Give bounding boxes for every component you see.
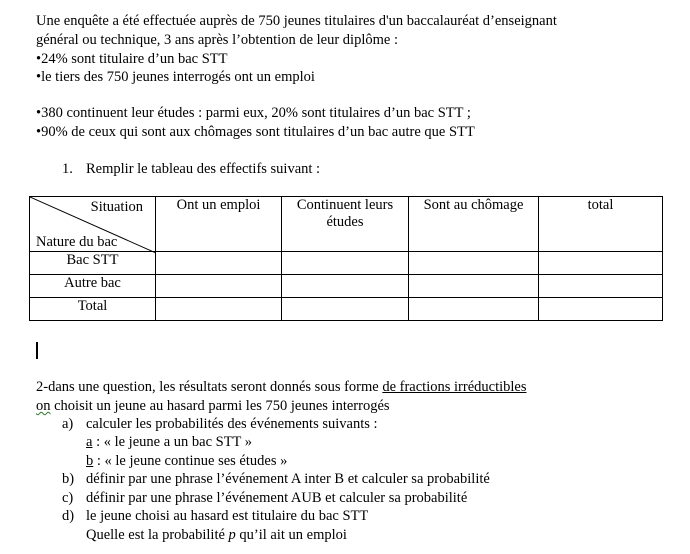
event-a [86,433,252,451]
event-b [86,452,287,470]
cell-stt-etudes[interactable] [282,252,409,275]
table-row-bac-stt [30,252,663,275]
sub-question-a [62,415,378,433]
sub-d-text: le jeune choisi au hasard est titulaire du bac STT [86,508,369,524]
sub-c-text: définir par une phrase l’événement AUB et calculer sa probabilité [86,490,468,506]
cell-stt-emploi[interactable] [156,252,282,275]
event-a-letter: a [86,434,93,450]
sub-d-number: d) [62,508,75,524]
question-2-line-2-rest: choisit un jeune au hasard parmi les 750 jeunes interrogés [50,398,390,414]
sub-c-number: c) [62,490,74,506]
cell-autre-emploi[interactable] [156,275,282,298]
header-chomage: Sont au chômage [409,197,539,252]
intro-bullet-4: •90% de ceux qui sont aux chômages sont titulaires d’un bac autre que STT [36,124,475,140]
event-b-text: : « le jeune continue ses études » [93,453,288,469]
sub-d-line-2-start: Quelle est la probabilité [86,527,229,543]
sub-a-text: calculer les probabilités des événements suivants : [86,416,378,432]
table-row-autre-bac [30,275,663,298]
intro-line-1: Une enquête a été effectuée auprès de 750 jeunes titulaires d'un baccalauréat d’enseignant [36,13,557,29]
intro-bullet-3: •380 continuent leur études : parmi eux, 20% sont titulaires d’un bac STT ; [36,105,471,121]
sub-a-number: a) [62,416,74,432]
header-etudes-line-1: Continuent leurs [296,197,394,213]
question-1 [62,160,320,178]
intro-line-2: général ou technique, 3 ans après l’obtention de leur diplôme : [36,32,398,48]
intro-bullet-1: •24% sont titulaire d’un bac STT [36,51,228,67]
cell-autre-etudes[interactable] [282,275,409,298]
header-etudes-line-2: études [326,214,364,230]
cell-total-emploi[interactable] [156,298,282,321]
sub-d-variable-p: p [228,527,236,543]
sub-b-text: définir par une phrase l’événement A inter B et calculer sa probabilité [86,471,490,487]
question-2-underlined: de fractions irréductibles [382,379,527,395]
cell-stt-total[interactable] [539,252,663,275]
question-1-text: Remplir le tableau des effectifs suivant : [86,161,321,177]
cell-autre-chomage[interactable] [409,275,539,298]
cell-total-chomage[interactable] [409,298,539,321]
event-b-letter: b [86,453,94,469]
sub-b-number: b) [62,471,75,487]
question-2-on: on [36,398,51,414]
cell-autre-total[interactable] [539,275,663,298]
cell-total-etudes[interactable] [282,298,409,321]
sub-question-b [62,470,490,488]
row-label-autre-bac: Autre bac [30,275,156,298]
sub-d-line-2-end: qu’il ait un emploi [235,527,347,543]
sub-question-c [62,489,467,507]
sub-question-d-line-2 [86,526,347,544]
table-corner-cell [30,197,156,252]
effectifs-table [29,196,663,321]
corner-situation-label: Situation [90,199,143,215]
table-row-total [30,298,663,321]
sub-question-d [62,507,368,525]
question-2-line-2 [36,397,390,415]
row-label-bac-stt: Bac STT [30,252,156,275]
intro-bullet-2: •le tiers des 750 jeunes interrogés ont un emploi [36,69,315,85]
row-label-total: Total [30,298,156,321]
header-etudes [282,197,409,252]
header-total: total [539,197,663,252]
cell-stt-chomage[interactable] [409,252,539,275]
table-header-row [30,197,663,252]
cell-total-total[interactable] [539,298,663,321]
question-1-number: 1. [62,161,73,177]
question-2-line-1 [36,378,526,396]
question-2-intro: 2-dans une question, les résultats seront donnés sous forme [36,379,383,395]
header-emploi: Ont un emploi [156,197,282,252]
event-a-text: : « le jeune a un bac STT » [92,434,253,450]
text-cursor [36,342,38,359]
corner-nature-label: Nature du bac [36,234,118,250]
